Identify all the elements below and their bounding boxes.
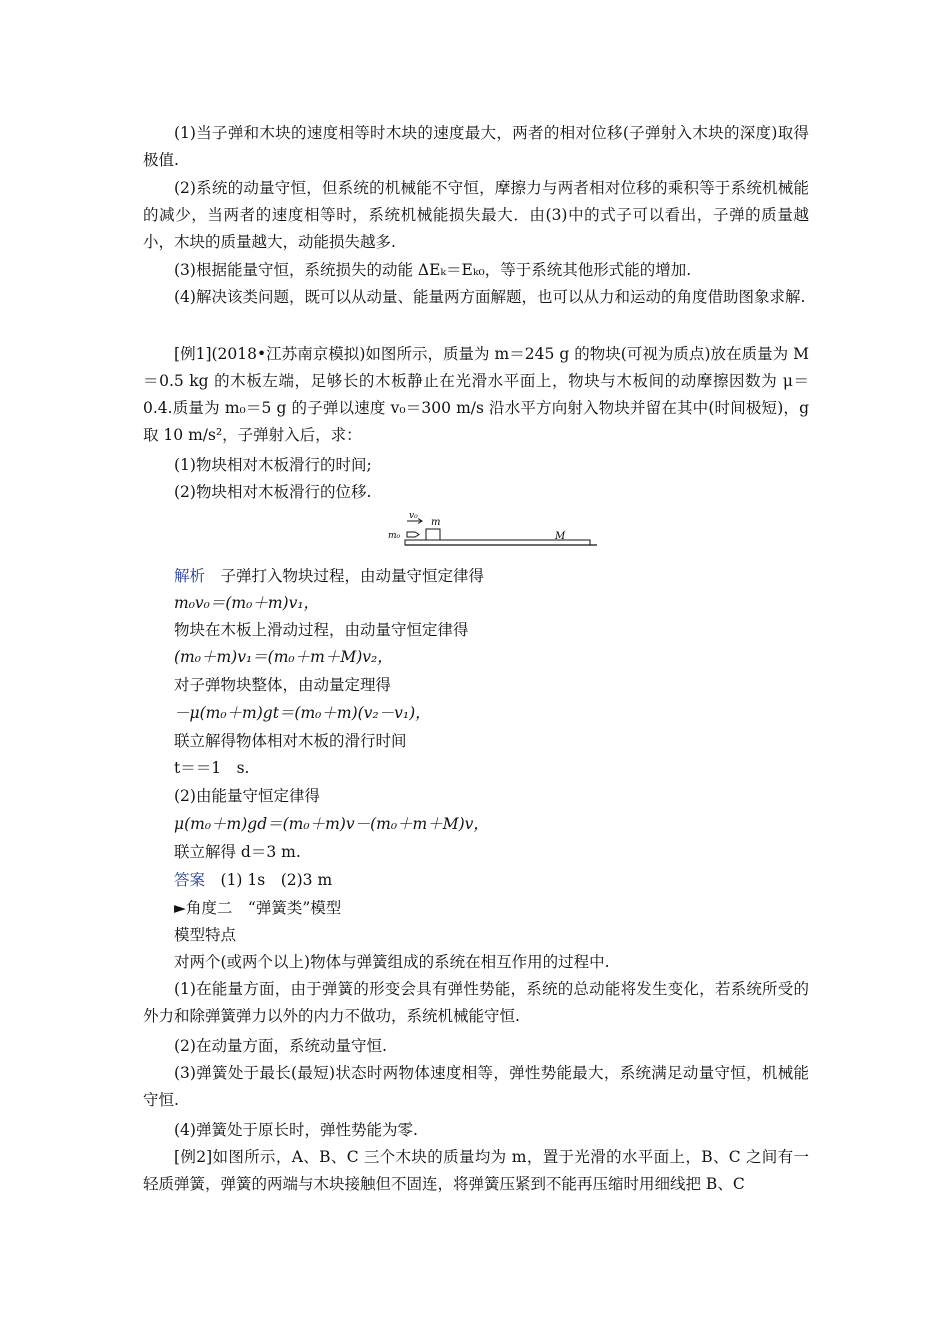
equation-1: m₀v₀＝(m₀＋m)v₁， bbox=[174, 594, 320, 612]
label-m0: m₀ bbox=[388, 531, 401, 541]
solution-step-4: 联立解得物体相对木板的滑行时间 bbox=[174, 732, 407, 750]
equation-4: t＝＝1 s. bbox=[174, 759, 250, 777]
question-2: (2)物块相对木板滑行的位移. bbox=[174, 483, 372, 501]
solution-step-2: 物块在木板上滑动过程，由动量守恒定律得 bbox=[174, 621, 469, 639]
equation-6: 联立解得 d＝3 m. bbox=[174, 843, 301, 861]
solution-first-line bbox=[174, 563, 840, 590]
example-1-statement: [例1](2018•江苏南京模拟)如图所示，质量为 m＝245 g 的物块(可视为质点)放在质量为 M＝0.5 kg 的木板左端，足够长的木板静止在光滑水平面上，物块与木板间的动摩擦因数为 μ＝0.4.质量为 m₀＝5 g 的子弹以速度 v₀＝300 m/s 沿水平方向射入物块并留在其中(时间极短)，g 取 10 m/s²，子弹射入后，求： bbox=[143, 345, 809, 444]
answer-label: 答案 bbox=[174, 871, 206, 889]
feature-2: (2)在动量方面，系统动量守恒. bbox=[174, 1037, 387, 1055]
bullet-shape bbox=[407, 532, 419, 537]
bullet-block-board-figure bbox=[385, 511, 600, 556]
section-angle-2: ►角度二 “弹簧类”模型 bbox=[174, 899, 342, 917]
paragraph-4: (4)解决该类问题，既可以从动量、能量两方面解题，也可以从力和运动的角度借助图象求解. bbox=[174, 288, 806, 306]
solution-label: 解析 bbox=[174, 567, 206, 585]
question-1: (1)物块相对木板滑行的时间; bbox=[174, 456, 372, 474]
equation-5: μ(m₀＋m)gd＝(m₀＋m)v－(m₀＋m＋M)v， bbox=[174, 815, 489, 833]
feature-intro: 对两个(或两个以上)物体与弹簧组成的系统在相互作用的过程中. bbox=[174, 953, 610, 971]
solution-text: 子弹打入物块过程，由动量守恒定律得 bbox=[205, 567, 485, 585]
feature-3: (3)弹簧处于最长(最短)状态时两物体速度相等，弹性势能最大，系统满足动量守恒，机械能守恒. bbox=[143, 1064, 809, 1109]
paragraph-2: (2)系统的动量守恒，但系统的机械能不守恒，摩擦力与两者相对位移的乘积等于系统机械能的减少，当两者的速度相等时，系统机械能损失最大．由(3)中的式子可以看出，子弹的质量越小，木块的质量越大，动能损失越多. bbox=[143, 179, 809, 251]
feature-4: (4)弹簧处于原长时，弹性势能为零. bbox=[174, 1121, 418, 1139]
example-2-statement: [例2]如图所示，A、B、C 三个木块的质量均为 m，置于光滑的水平面上，B、C 之间有一轻质弹簧，弹簧的两端与木块接触但不固连，将弹簧压紧到不能再压缩时用细线把 B、C bbox=[143, 1148, 809, 1193]
feature-1: (1)在能量方面，由于弹簧的形变会具有弹性势能，系统的总动能将发生变化，若系统所受的外力和除弹簧弹力以外的内力不做功，系统机械能守恒. bbox=[143, 980, 809, 1025]
paragraph-1: (1)当子弹和木块的速度相等时木块的速度最大，两者的相对位移(子弹射入木块的深度)取得极值. bbox=[143, 124, 809, 169]
block-rect bbox=[426, 529, 440, 540]
answer-line bbox=[174, 867, 840, 894]
solution-step-3: 对子弹物块整体，由动量定理得 bbox=[174, 676, 392, 694]
equation-2: (m₀＋m)v₁＝(m₀＋m＋M)v₂， bbox=[174, 648, 393, 666]
equation-3: －μ(m₀＋m)gt＝(m₀＋m)(v₂－v₁)， bbox=[174, 704, 431, 722]
answer-text: (1) 1s (2)3 m bbox=[205, 871, 333, 889]
paragraph-3: (3)根据能量守恒，系统损失的动能 ΔEₖ＝Eₖ₀，等于系统其他形式能的增加. bbox=[174, 261, 692, 279]
label-M: M bbox=[555, 531, 566, 542]
model-features-heading: 模型特点 bbox=[174, 926, 237, 944]
label-m: m bbox=[431, 517, 441, 528]
label-v0: v₀ bbox=[409, 511, 418, 521]
solution-step-5: (2)由能量守恒定律得 bbox=[174, 787, 320, 805]
